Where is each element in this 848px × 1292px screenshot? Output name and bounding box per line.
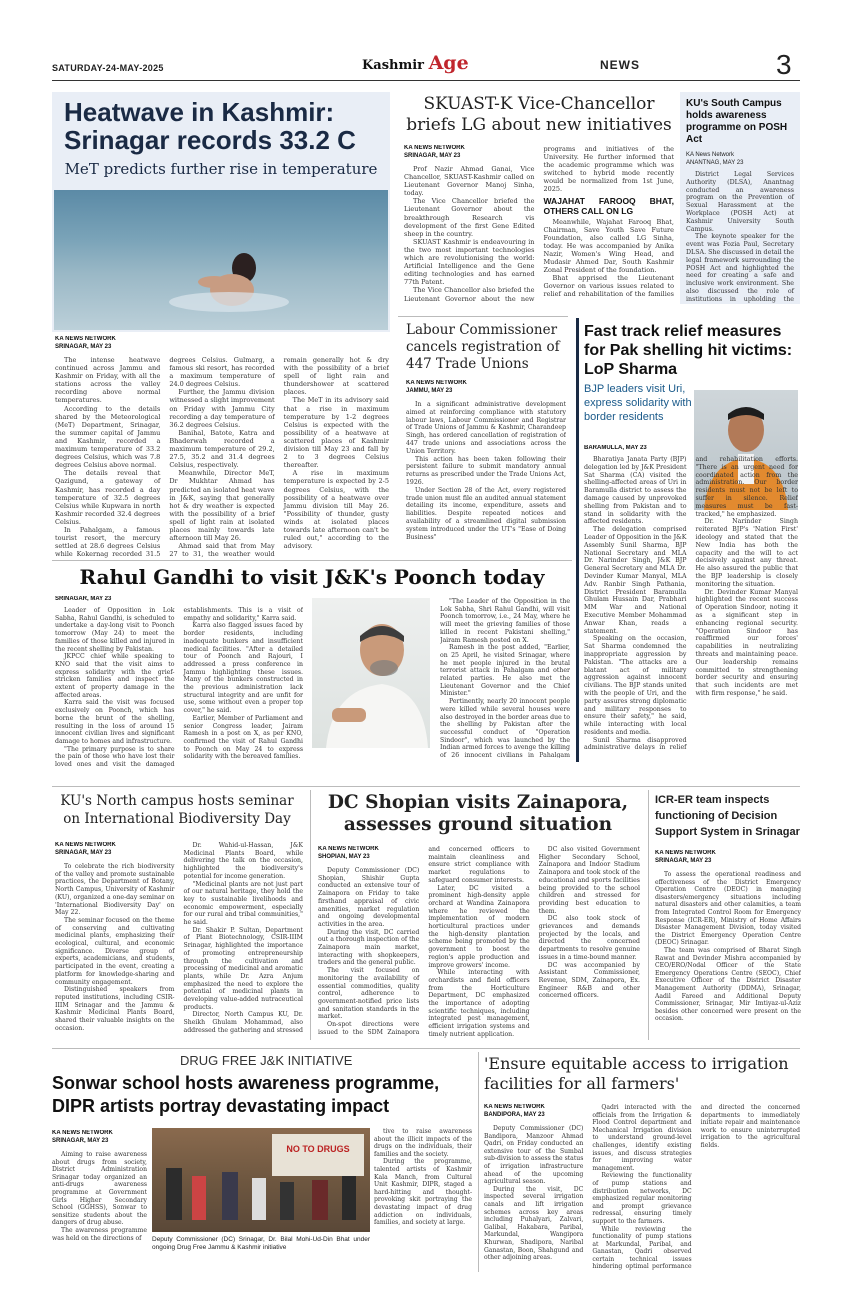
- skuast-title: SKUAST-K Vice-Chancellor briefs LG about new initiatives: [406, 94, 672, 135]
- para: Under Section 28 of the Act, every registered trade union must file an audited annual statement detailing its income, expenditure, assets and liabilities. Despite repeated notices and availability of a streamlined digital submission system introduced under the UT's "Ease of Doing Business": [406, 486, 566, 540]
- sonwar-photo: [152, 1128, 370, 1232]
- para: On-spot directions were issued to the SDM Zainapora and concerned officers to maintain cleanliness and ensure strict compliance with market regulations to safeguard consumer interests.: [318, 846, 530, 1036]
- sonwar-kicker: DRUG FREE J&K INITIATIVE: [180, 1053, 353, 1068]
- para: Ahmad said that from May 27 to 31, the weather would remain generally hot & dry with the possibility of a brief spell of light rain and thundershower at scattered places.: [169, 356, 389, 559]
- byline-place: SHOPIAN, MAY 23: [318, 853, 370, 860]
- para: While interacting with orchardists and field officers from the Horticulture Department, DC emphasized the importance of adopting scientific techniques, including integrated pest management, efficient irrigation systems and timely nutrient application.: [428, 969, 530, 1038]
- para: Dr. Narinder Singh reiterated BJP's 'Nation First' ideology and stated that the New India has both the capacity and the will to act decisively against any threat. He also assured the public that the BJP leadership is closely monitoring the situation.: [695, 518, 798, 588]
- para: DC also took stock of grievances and demands projected by the locals, and directed the concerned departments to resolve genuine issues in a time-bound manner.: [538, 915, 640, 961]
- irrigation-body: [484, 1104, 800, 1272]
- logo-text-kashmir: Kashmir: [362, 58, 429, 73]
- icrer-body: [655, 850, 801, 1045]
- para: Leader of Opposition in Lok Sabha, Rahul Gandhi, is scheduled to undertake a day-long visit to Poonch tomorrow (May 24) to meet the families of those killed and injured in the recent shelling by Pakistan.: [55, 607, 175, 653]
- para: Dr. Devinder Kumar Manyal highlighted the recent success of Operation Sindoor, noting it as a significant step in enhancing regional security. "Operation Sindoor has reaffirmed our forces' capabilities in neutralizing threats and maintaining peace. Our leadership remains committed to strengthening border security and ensuring that such incidents are met with firm response," he said.: [695, 588, 798, 697]
- divider: [52, 560, 572, 561]
- para: Further, the Jammu division witnessed a slight improvement on Friday with Jammu City recording a day temperature of 36.2 degrees Celsius.: [169, 388, 275, 429]
- para: During the visit, DC inspected several irrigation canals and lift irrigation schemes across key areas including Puhalyari, Zalvari, Galibal, Hakabara, Paribal, Markundal, Wangipora Khurwan, Shadipora, Naribal Ganastan, Boon, Shahgund and other adjoining areas.: [484, 1185, 584, 1262]
- para: Reviewing the functionality of pump stations and distribution networks, DC emphasized regular monitoring and prompt grievance redressal, ensuring timely support to the farmers.: [592, 1172, 692, 1225]
- fasttrack-title: Fast track relief measures for Pak shelling hit victims: LoP Sharma: [584, 323, 793, 378]
- skuast-subhead: WAJAHAT FAROOQ BHAT, OTHERS CALL ON LG: [543, 195, 674, 216]
- para: The awareness programme was held on the directions of: [52, 1226, 147, 1242]
- heatwave-body: [55, 356, 389, 566]
- sonwar-body-left: [52, 1130, 147, 1270]
- para: A rise in maximum temperature is expected by 2-5 degrees Celsius, with the possibility of a heatwave over Jammu division till May 26. "Possibility of thunder, gusty winds at isolated places towards late afternoon can't be ruled out," according to the advisory.: [283, 469, 389, 551]
- page-date: SATURDAY-24-MAY-2025: [52, 63, 164, 73]
- portrait-figure: [312, 598, 430, 748]
- para: In a significant administrative development aimed at reinforcing compliance with statutory labour laws, Labour Commissioner and Registrar of Trade Unions of Jammu & Kashmir, Charandeep Singh, has ordered cancellation of registration of 447 trade unions and associations across the Union Territory.: [406, 401, 566, 455]
- para: Ramesh in the post added, "Earlier, on 25 April, he visited Srinagar, where he met people injured in the brutal terrorist attack in Pahalgam and other related parties. He also met the Lieutenant Governor and the Chief Minister.": [440, 644, 570, 698]
- para: Meanwhile, Director MeT, Dr Mukhtar Ahmad has predicted an isolated heat wave in J&K, saying that generally hot & dry weather is expected with the possibility of a brief spell of light rain at isolated places mainly towards late afternoon till May 26.: [169, 469, 275, 543]
- para: According to the details shared by the Meteorological (MeT) Department, Srinagar, the summer capital of Jammu and Kashmir, recorded a maximum temperature of 33.2 degrees Celsius, which was 7.8 degrees Celsius above normal.: [55, 404, 161, 470]
- swimmer-figure: [54, 190, 388, 330]
- masthead-rule: [52, 80, 800, 81]
- byline-place: JAMMU, MAY 23: [406, 387, 453, 394]
- page-number: 3: [776, 49, 792, 80]
- byline-network: KA NEWS NETWORK: [484, 1104, 545, 1110]
- newspaper-logo: [362, 52, 472, 76]
- para: The seminar focused on the theme of conserving and cultivating medicinal plants, emphasizing their ecological, cultural, and economic significance. Diverse group of experts, academicians, and students, participated in the event, creating a platform for knowledge-sharing and community engagement.: [55, 916, 175, 986]
- shopian-body: [318, 846, 640, 1044]
- heatwave-photo: [54, 190, 388, 330]
- skit-scene: [152, 1128, 370, 1232]
- heatwave-box: [52, 92, 390, 332]
- fasttrack-byline-col: [584, 445, 692, 455]
- byline-place: BANDIPORA, MAY 23: [484, 1111, 545, 1118]
- divider: [648, 790, 649, 1040]
- para: While reviewing the functionality of pump stations at Markundal, Paribal, and Ganastan, Qadri observed certain technical issues hindering optimal performance and directed the concerned departments to immediately initiate repair and maintenance work to ensure uninterrupted irrigation to the agricultural fields.: [592, 1104, 800, 1271]
- para: The Vice Chancellor also briefed the Lieutenant Governor about the new programs and initiatives of the University. He further informed that the academic programme which was switched to hybrid mode recently would be normalized from 1st June, 2025.: [404, 145, 674, 303]
- posh-body: [686, 171, 794, 304]
- para: The delegation comprised Leader of Opposition in the J&K Assembly Sunil Sharma, BJP National Secretary and MLA Dr. Narinder Singh, J&K BJP General Secretary and MLA Dr. Devinder Kumar Manyal, MLA Adv. Ranbir Singh Pathania, District President Baramulla Ghulam Hussain Dar, Prabhari MM War and National Executive Member Mohammad Anwar Khan, reads a statement.: [584, 526, 687, 635]
- labour-body: [406, 380, 566, 540]
- para: Speaking on the occasion, Sat Sharma condemned the inappropriate aggression by Pakistan. "The attacks are a blatant act of military aggression against innocent civilians. The BJP stands united with the people of Uri, and the party assures strong diplomatic and military responses to ensure their safety," he said, while interacting with local residents and media.: [584, 635, 687, 736]
- para: "Medicinal plants are not just part of our natural heritage, they hold the key to sustainable livelihoods and economic empowerment, especially for our rural and tribal communities," he said.: [183, 880, 303, 927]
- byline-place: SRINAGAR, MAY 23: [655, 857, 712, 864]
- labour-title: Labour Commissioner cancels registration of 447 Trade Unions: [406, 322, 560, 372]
- rahul-body-right: [440, 598, 570, 758]
- para: Banihal, Batote, Katra and Bhaderwah recorded a maximum temperature of 29.2, 27.5, 35.2 and 31.4 degrees Celsius, respectively.: [169, 428, 275, 470]
- byline-network: KA NEWS NETWORK: [55, 336, 116, 342]
- para: Distinguished speakers from reputed institutions, including CSIR-IIIM Srinagar and the Jammu & Kashmir Medicinal Plants Board, shared their valuable insights on the occasion.: [55, 986, 175, 1032]
- para: "The primary purpose is to share the pain of those who have lost their loved ones and visit the damaged establishments. This is a visit of empathy and solidarity," Karra said.: [55, 607, 303, 769]
- para: To celebrate the rich biodiversity of the valley and promote sustainable practices, the Department of Botany, North Campus, University of Kashmir (KU), organized a one-day seminar on 'International Biodiversity Day' on May 22.: [55, 863, 175, 917]
- byline-place: SRINAGAR, MAY 23: [404, 152, 461, 159]
- para: To assess the operational readiness and effectiveness of the District Emergency Operation Centre (DEOC) in managing disasters/emergency situations including natural disasters and other calamities, a team from Integrated Control Room for Emergency Response (ICR-ER), Ministry of Home Affairs Disaster Management Division, today visited the District Emergency Operation Centre (DEOC) Srinagar.: [655, 871, 801, 947]
- para: Prof Nazir Ahmad Ganai, Vice Chancellor, SKUAST-Kashmir called on Lieutenant Governor Manoj Sinha, today.: [404, 165, 535, 198]
- byline-place: SRINAGAR, MAY 23: [55, 849, 112, 856]
- para: Aiming to raise awareness about drugs from society, District Administration Srinagar today organized an anti-drugs awareness programme at Government Girls Higher Secondary School (GGHSS), Sonwar to sensitize students about the dangers of drug abuse.: [52, 1151, 147, 1227]
- para: During the programme, talented artists of Kashmir Kala Manch, from Cultural Unit Kashmir, DIPR, staged a hard-hitting and thought-provoking skit portraying the devastating impact of drug addiction on individuals, families, and society at large.: [374, 1158, 472, 1227]
- para: DC also visited Government Higher Secondary School, Zainapora and Indoor Stadium Zainapora and took stock of the educational and sports facilities being provided to the school children and stressed for providing best education to them.: [538, 846, 640, 915]
- para: In Pahalgam, a famous tourist resort, the mercury settled at 28.6 degrees Celsius while Kokernag recorded 31.5 degrees Celsius. Gulmarg, a famous ski resort, has recorded a maximum temperature of 24.0 degrees Celsius.: [55, 356, 275, 559]
- para: The visit focused on monitoring the availability of essential commodities, quality control, adherence to government-notified price lists and sanitation standards in the market.: [318, 967, 420, 1021]
- posh-byline-network: KA News Network: [686, 152, 735, 158]
- banner-text: NO TO DRUGS: [286, 1144, 350, 1154]
- divider: [310, 790, 311, 1040]
- para: The details reveal that Qazigund, a gateway of Kashmir, has recorded a day temperature of 32.5 degrees Celsius while Kupwara in north Kashmir recorded 32.4 degrees Celsius.: [55, 469, 161, 526]
- para: Qadri interacted with the officials from the Irrigation & Flood Control department and Mechanical Irrigation division to understand ground-level challenges, identify existing issues, and discuss strategies for improving water management.: [592, 1104, 692, 1172]
- logo-text-age: Age: [428, 52, 469, 74]
- para: tive to raise awareness about the illicit impacts of the drugs on the individuals, their families and the society.: [374, 1128, 472, 1158]
- divider: [52, 1048, 800, 1049]
- posh-title: KU's South Campus holds awareness programme on POSH Act: [686, 98, 788, 145]
- fasttrack-rule: [576, 318, 579, 762]
- posh-box: [680, 92, 800, 304]
- para: Deputy Commissioner (DC) Shopian, Shishir Gupta conducted an extensive tour of Zainapora on Friday to take firsthand appraisal of civic amenities, market regulation and ongoing developmental activities in the area.: [318, 867, 420, 928]
- byline-place: SRINAGAR, MAY 23: [52, 1137, 109, 1144]
- para: The intense heatwave continued across Jammu and Kashmir on Friday, with all the stations across the valley recording above normal temperatures.: [55, 356, 161, 405]
- para: JKPCC chief while speaking to KNO said that the visit aims to express solidarity with the grief-stricken families and inspect the extent of property damage in the affected areas.: [55, 653, 175, 699]
- para: Later, DC visited a prominent high-density apple orchard at Wandina Zainapora where he reviewed the implementation of modern horticultural practices under the high-density plantation scheme being promoted by the government to boost the region's apple production and improve growers' income.: [428, 884, 530, 969]
- rahul-title: Rahul Gandhi to visit J&K's Poonch today: [79, 565, 545, 589]
- para: This action has been taken following their persistent failure to submit mandatory annual returns as prescribed under the Trade Unions Act, 1926.: [406, 455, 566, 486]
- byline-place: BARAMULLA, MAY 23: [584, 445, 647, 451]
- para: District Legal Services Authority (DLSA), Anantnag conducted an awareness program on the Prevention of Sexual Harassment at the Workplace (POSH Act) at Kashmir University South Campus.: [686, 171, 794, 233]
- seminar-body: [55, 842, 303, 1044]
- rahul-byline-col: [55, 596, 295, 606]
- irrigation-title: 'Ensure equitable access to irrigation facilities for all farmers': [484, 1054, 789, 1093]
- icrer-title: ICR-ER team inspects functioning of Decision Support System in Srinagar: [655, 794, 800, 838]
- divider: [52, 786, 800, 787]
- byline-network: KA NEWS NETWORK: [318, 846, 379, 852]
- skuast-body: [404, 145, 674, 310]
- byline-place: SRINAGAR, MAY 23: [55, 596, 112, 602]
- para: Earlier, Member of Parliament and senior Congress leader, Jairam Ramesh in a post on X, as per KNO, confirmed the visit of Rahul Gandhi to Poonch on May 24 to express solidarity with the bereaved families.: [183, 714, 303, 761]
- posh-byline-place: ANANTNAG, MAY 23: [686, 159, 744, 166]
- para: Meanwhile, Wajahat Farooq Bhat, Chairman, Save Youth Save Future Foundation, also called LG Sinha, today. He was accompanied by Anika Nazir, Women's Wing Head, and Mudasir Ahmed Dar, South Kashmir Zonal President of the foundation.: [543, 217, 674, 275]
- para: SKUAST Kashmir is endeavouring in the two most important technologies which are revolutionising the world: Artificial Intelligence and the Gene editing technologies and has earned 77th Patent.: [404, 237, 535, 287]
- para: Dr. Shakir P. Sultan, Department of Plant Biotechnology, CSIR-IIIM Srinagar, highlighted the importance of promoting entrepreneurship through the cultivation and processing of medicinal and aromatic plants, while Dr. Azra Anjum emphasized the need to explore the potential of medicinal plants in developing value-added nutraceutical products.: [183, 926, 303, 1011]
- para: Bhat apprised the Lieutenant Governor on various issues related to relief and rehabilitation of the families: [543, 274, 674, 299]
- sonwar-title: Sonwar school hosts awareness programme, DIPR artists portray devastating impact: [52, 1073, 440, 1116]
- fasttrack-subtitle: BJP leaders visit Uri, express solidarity with border residents: [584, 383, 692, 423]
- para: Pertinently, nearly 20 innocent people were killed while several houses were also destroyed in the border areas due to the shelling by Pakistan after the successful conduct of "Operation Sindoor", which was launched by the Indian armed forces to avenge the killing of 26 innocent civilians in Pahalgam: [440, 698, 570, 758]
- fasttrack-body: [584, 456, 798, 760]
- para: DC was accompanied by Assistant Commissioner, Revenue, SDM, Zainapora, Ex. Engineer R&B and other concerned officers.: [538, 961, 640, 1000]
- para: During the visit, DC carried out a thorough inspection of the Zainapora main market, interacting with shopkeepers, traders and the general public.: [318, 928, 420, 967]
- para: Bharatiya Janata Party (BJP) delegation led by J&K President Sat Sharma (CA) visited the shelling-affected areas of Uri in Baramulla district to assess the damage caused by unprovoked shelling from Pakistan and to stand in solidarity with the affected residents.: [584, 456, 687, 526]
- para: The keynote speaker for the event was Fozia Paul, Secretary DLSA. She discussed in detail the legal framework surrounding the POSH Act and highlighted the need for creating a safe and inclusive work environment. She also discussed the role of institutions in upholding the: [686, 233, 794, 303]
- para: The Vice Chancellor briefed the Lieutenant Governor about the breakthrough Research vis development of the first Gene Edited sheep in the country.: [404, 197, 535, 238]
- divider: [478, 1052, 479, 1272]
- byline-network: KA NEWS NETWORK: [52, 1130, 113, 1136]
- para: "The Leader of the Opposition in the Lok Sabha, Shri Rahul Gandhi, will visit Poonch tomorrow, i.e., 24 May, where he will meet the grieving families of those killed in recent Pakistani shelling," Jairam Ramesh posted on X.: [440, 598, 570, 644]
- para: Dr. Wahid-ul-Hassan, J&K Medicinal Plants Board, while delivering the talk on the occasion, highlighted the biodiversity's potential for income generation.: [183, 842, 303, 880]
- rahul-body-left: [55, 607, 303, 777]
- byline-network: KA NEWS NETWORK: [55, 842, 116, 848]
- byline-place: SRINAGAR, MAY 23: [55, 343, 112, 350]
- para: Director, North Campus KU, Dr. Sheikh Ghulam Mohammad, also addressed the gathering and stressed: [183, 1011, 303, 1034]
- para: Sunil Sharma disapproved administrative delays in relief and rehabilitation efforts. "There is an urgent need for coordinated action from the administration. Our border residents must not be left to suffer in silence. Relief measures must be fast-tracked," he emphasized.: [584, 456, 798, 752]
- byline-network: KA NEWS NETWORK: [406, 380, 467, 386]
- para: Karra said the visit was focused exclusively on Poonch, which has borne the brunt of the shelling, resulting in the loss of around 15 innocent civilian lives and significant damage to homes and infrastructure.: [55, 699, 175, 745]
- para: Karra also flagged issues faced by border residents, including inadequate bunkers and insufficient medical facilities. "After a detailed tour of Poonch and Rajouri, I addressed a press conference in Jammu highlighting these issues. Many of the bunkers constructed in the previous administration lack structural integrity and are unfit for use, some without even a proper top cover," he said.: [183, 622, 303, 715]
- sonwar-caption: Deputy Commissioner (DC) Srinagar, Dr. Bilal Mohi-Ud-Din Bhat under ongoing Drug Free Jammu & Kashmir initiative: [152, 1236, 370, 1251]
- shopian-title: DC Shopian visits Zainapora, assesses ground situation: [327, 792, 629, 835]
- para: Deputy Commissioner (DC) Bandipora, Manzoor Ahmad Qadri, on Friday conducted an extensive tour of the Sumbal sub-division to assess the status of irrigation infrastructure ahead of the upcoming agricultural season.: [484, 1125, 584, 1186]
- heatwave-title: Heatwave in Kashmir: Srinagar records 33.2 C: [64, 97, 356, 155]
- seminar-title: KU's North campus hosts seminar on International Biodiversity Day: [60, 793, 294, 827]
- divider: [398, 316, 568, 317]
- byline-network: KA NEWS NETWORK: [404, 145, 465, 151]
- byline-network: KA NEWS NETWORK: [655, 850, 716, 856]
- section-label: NEWS: [600, 58, 640, 72]
- rahul-gandhi-photo: [312, 598, 430, 748]
- para: The MeT in its advisory said that a rise in maximum temperature by 1-2 degrees Celsius is expected with the possibility of a heatwave at scattered places of Kashmir division till May 23 and fall by 2 to 3 degrees Celsius thereafter.: [283, 396, 389, 470]
- sonwar-body-right: [374, 1128, 472, 1268]
- para: The team was comprised of Bharat Singh Rawat and Devinder Mishra accompanied by CEO/ERO/Nodal Officer of the State Emergency Operations Centre (SEOC), Chief Executive Officer of the District Disaster Management Authority (DDMA), Srinagar, Aadil Fareed and Additional Deputy Commissioner, Srinagar, Mir Imtiyaz-ul-Aziz besides other concerned were present on the occasion.: [655, 946, 801, 1023]
- heatwave-subtitle: MeT predicts further rise in temperature: [64, 160, 378, 178]
